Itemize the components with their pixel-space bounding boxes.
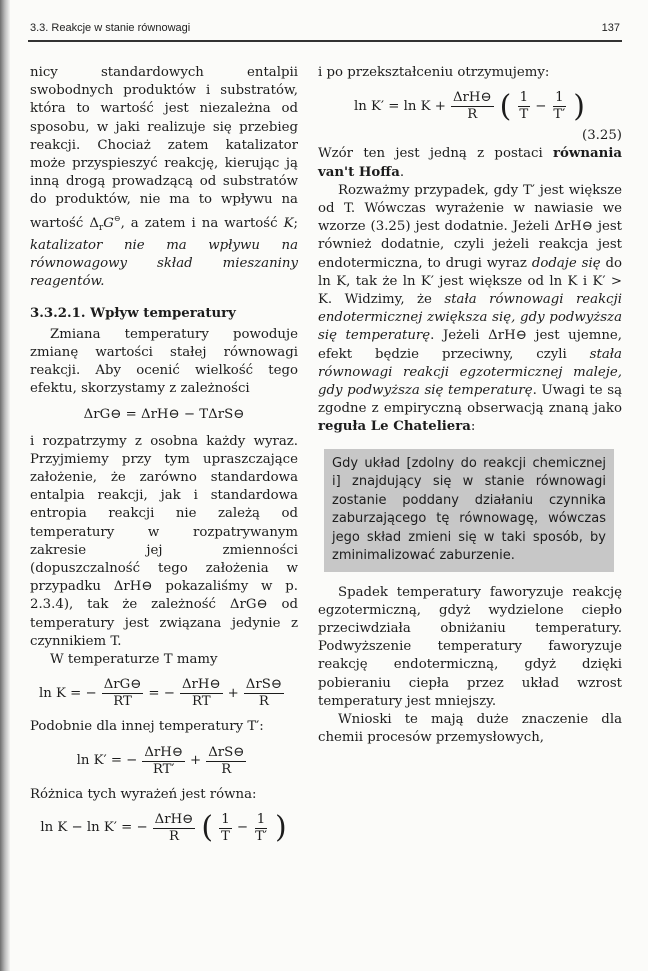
paragraph: Podobnie dla innej temperatury T′: <box>30 719 264 735</box>
equation: ln K = − $\frac{\text{ΔrG⊖}}{RT}$ = − $\frac{\text{ΔrH⊖}}{RT}$ + $\frac{\text{ΔrS⊖}}{R}$ <box>38 677 283 710</box>
fraction: $\frac{1}{T}$ <box>221 811 230 844</box>
fraction: $\frac{\text{ΔrS⊖}}{R}$ <box>245 677 283 710</box>
fraction: $\frac{\text{ΔrH⊖}}{R}$ <box>154 811 194 844</box>
paragraph: i rozpatrzymy z osobna każdy wyraz. Przyjmiemy przy tym upraszczające założenie, że zarówno standardowa entalpia reakcji, jak i standardowa entropia reakcji nie zależą od temperatury w rozpatrywanym zakresie jej zmienności (dopuszczalność tego założenia w przypadku ΔrH⊖ pokazaliśmy w p. 2.3.4), tak że zależność ΔrG⊖ od temperatury jest związana jedynie z czynnikiem T. <box>30 433 298 649</box>
paragraph: Wnioski te mają duże znaczenie dla chemii procesów przemysłowych, <box>318 712 622 746</box>
le-chatelier-rule-box <box>324 449 614 572</box>
paragraph: Spadek temperatury faworyzuje reakcję egzotermiczną, gdyż wydzielone ciepło przeciwdziała obniżaniu temperatury. Podwyższenie temperatury faworyzuje reakcję endotermiczną, gdyż dzięki pobieraniu ciepła przez układ wzrost temperatury jest mniejszy. <box>318 584 622 709</box>
equation: ln K′ = ln K + $\frac{\text{ΔrH⊖}}{R}$ ( $\frac{1}{T}$ − $\frac{1}{T'}$ ) <box>354 88 585 124</box>
header-rule <box>28 40 622 42</box>
fraction: $\frac{\text{ΔrH⊖}}{RT'}$ <box>144 744 184 777</box>
equation: ln K − ln K′ = − $\frac{\text{ΔrH⊖}}{R}$ ( $\frac{1}{T}$ − $\frac{1}{T'}$ ) <box>40 810 287 846</box>
fraction: $\frac{\text{ΔrG⊖}}{RT}$ <box>103 677 142 710</box>
section-heading: 3.3.2.1. Wpływ temperatury <box>30 306 236 322</box>
paragraph: Rozważmy przypadek, gdy T′ jest większe od T. Wówczas wyrażenie w nawiasie we wzorze (3.25) jest dodatnie. Jeżeli ΔrH⊖ jest również dodatnie, czyli jeżeli reakcja jest endotermiczna, to drugi wyraz dodaje się do ln K, tak że ln K′ jest większe od ln K i K′ > K. Widzimy, że stała równowagi reakcji endotermicznej zwiększa się, gdy podwyższa się temperaturę. Jeżeli ΔrH⊖ jest ujemne, efekt będzie przeciwny, czyli stała równowagi reakcji egzotermicznej maleje, gdy podwyższa się temperaturę. Uwagi te są zgodne z empiryczną obserwacją znaną jako reguła Le Chateliera: <box>318 182 622 435</box>
fraction: $\frac{1}{T'}$ <box>255 811 267 844</box>
section-title: 3.3. Reakcje w stanie równowagi <box>30 22 191 34</box>
left-column <box>30 64 298 853</box>
paragraph: W temperaturze T mamy <box>50 652 218 668</box>
equation: ln K′ = − $\frac{\text{ΔrH⊖}}{RT'}$ + $\frac{\text{ΔrS⊖}}{R}$ <box>76 744 245 777</box>
scan-edge-shadow <box>0 0 10 971</box>
equation: ΔrG⊖ = ΔrH⊖ − TΔrS⊖ <box>83 407 245 423</box>
paragraph: Różnica tych wyrażeń jest równa: <box>30 786 257 802</box>
paragraph: i po przekształceniu otrzymujemy: <box>318 65 550 80</box>
running-header <box>30 22 620 36</box>
paragraph: Wzór ten jest jedną z postaci równania van't Hoffa. <box>318 146 622 180</box>
rule-statement: Gdy układ [zdolny do reakcji chemicznej i] znajdujący się w stanie równowagi zostanie poddany działaniu czynnika zaburzającego tę równowagę, wówczas jego skład zmieni się w taki sposób, by zminimalizować zaburzenie. <box>332 455 606 564</box>
fraction: $\frac{1}{T'}$ <box>553 90 566 123</box>
page-number: 137 <box>601 22 620 34</box>
fraction: $\frac{1}{T}$ <box>519 90 529 123</box>
paragraph: Zmiana temperatury powoduje zmianę wartości stałej równowagi reakcji. Aby ocenić wielkość tego efektu, skorzystamy z zależności <box>30 326 298 397</box>
right-column <box>318 64 622 747</box>
fraction: $\frac{\text{ΔrS⊖}}{R}$ <box>208 744 245 777</box>
fraction: $\frac{\text{ΔrH⊖}}{R}$ <box>452 90 492 123</box>
equation-number: (3.25) <box>582 128 622 144</box>
fraction: $\frac{\text{ΔrH⊖}}{RT}$ <box>181 677 221 710</box>
paragraph: nicy standardowych entalpii swobodnych produktów i substratów, która to wartość jest niezależna od sposobu, w jaki realizuje się przebieg reakcji. Chociaż zatem katalizator może przyspieszyć reakcję, kierując ją inną drogą prowadzącą od substratów do produktów, nie ma to wpływu na wartość $\Delta_rG^⊖$, a zatem i na wartość K; katalizator nie ma wpływu na równowagowy skład mieszaniny reagentów. <box>30 65 298 290</box>
